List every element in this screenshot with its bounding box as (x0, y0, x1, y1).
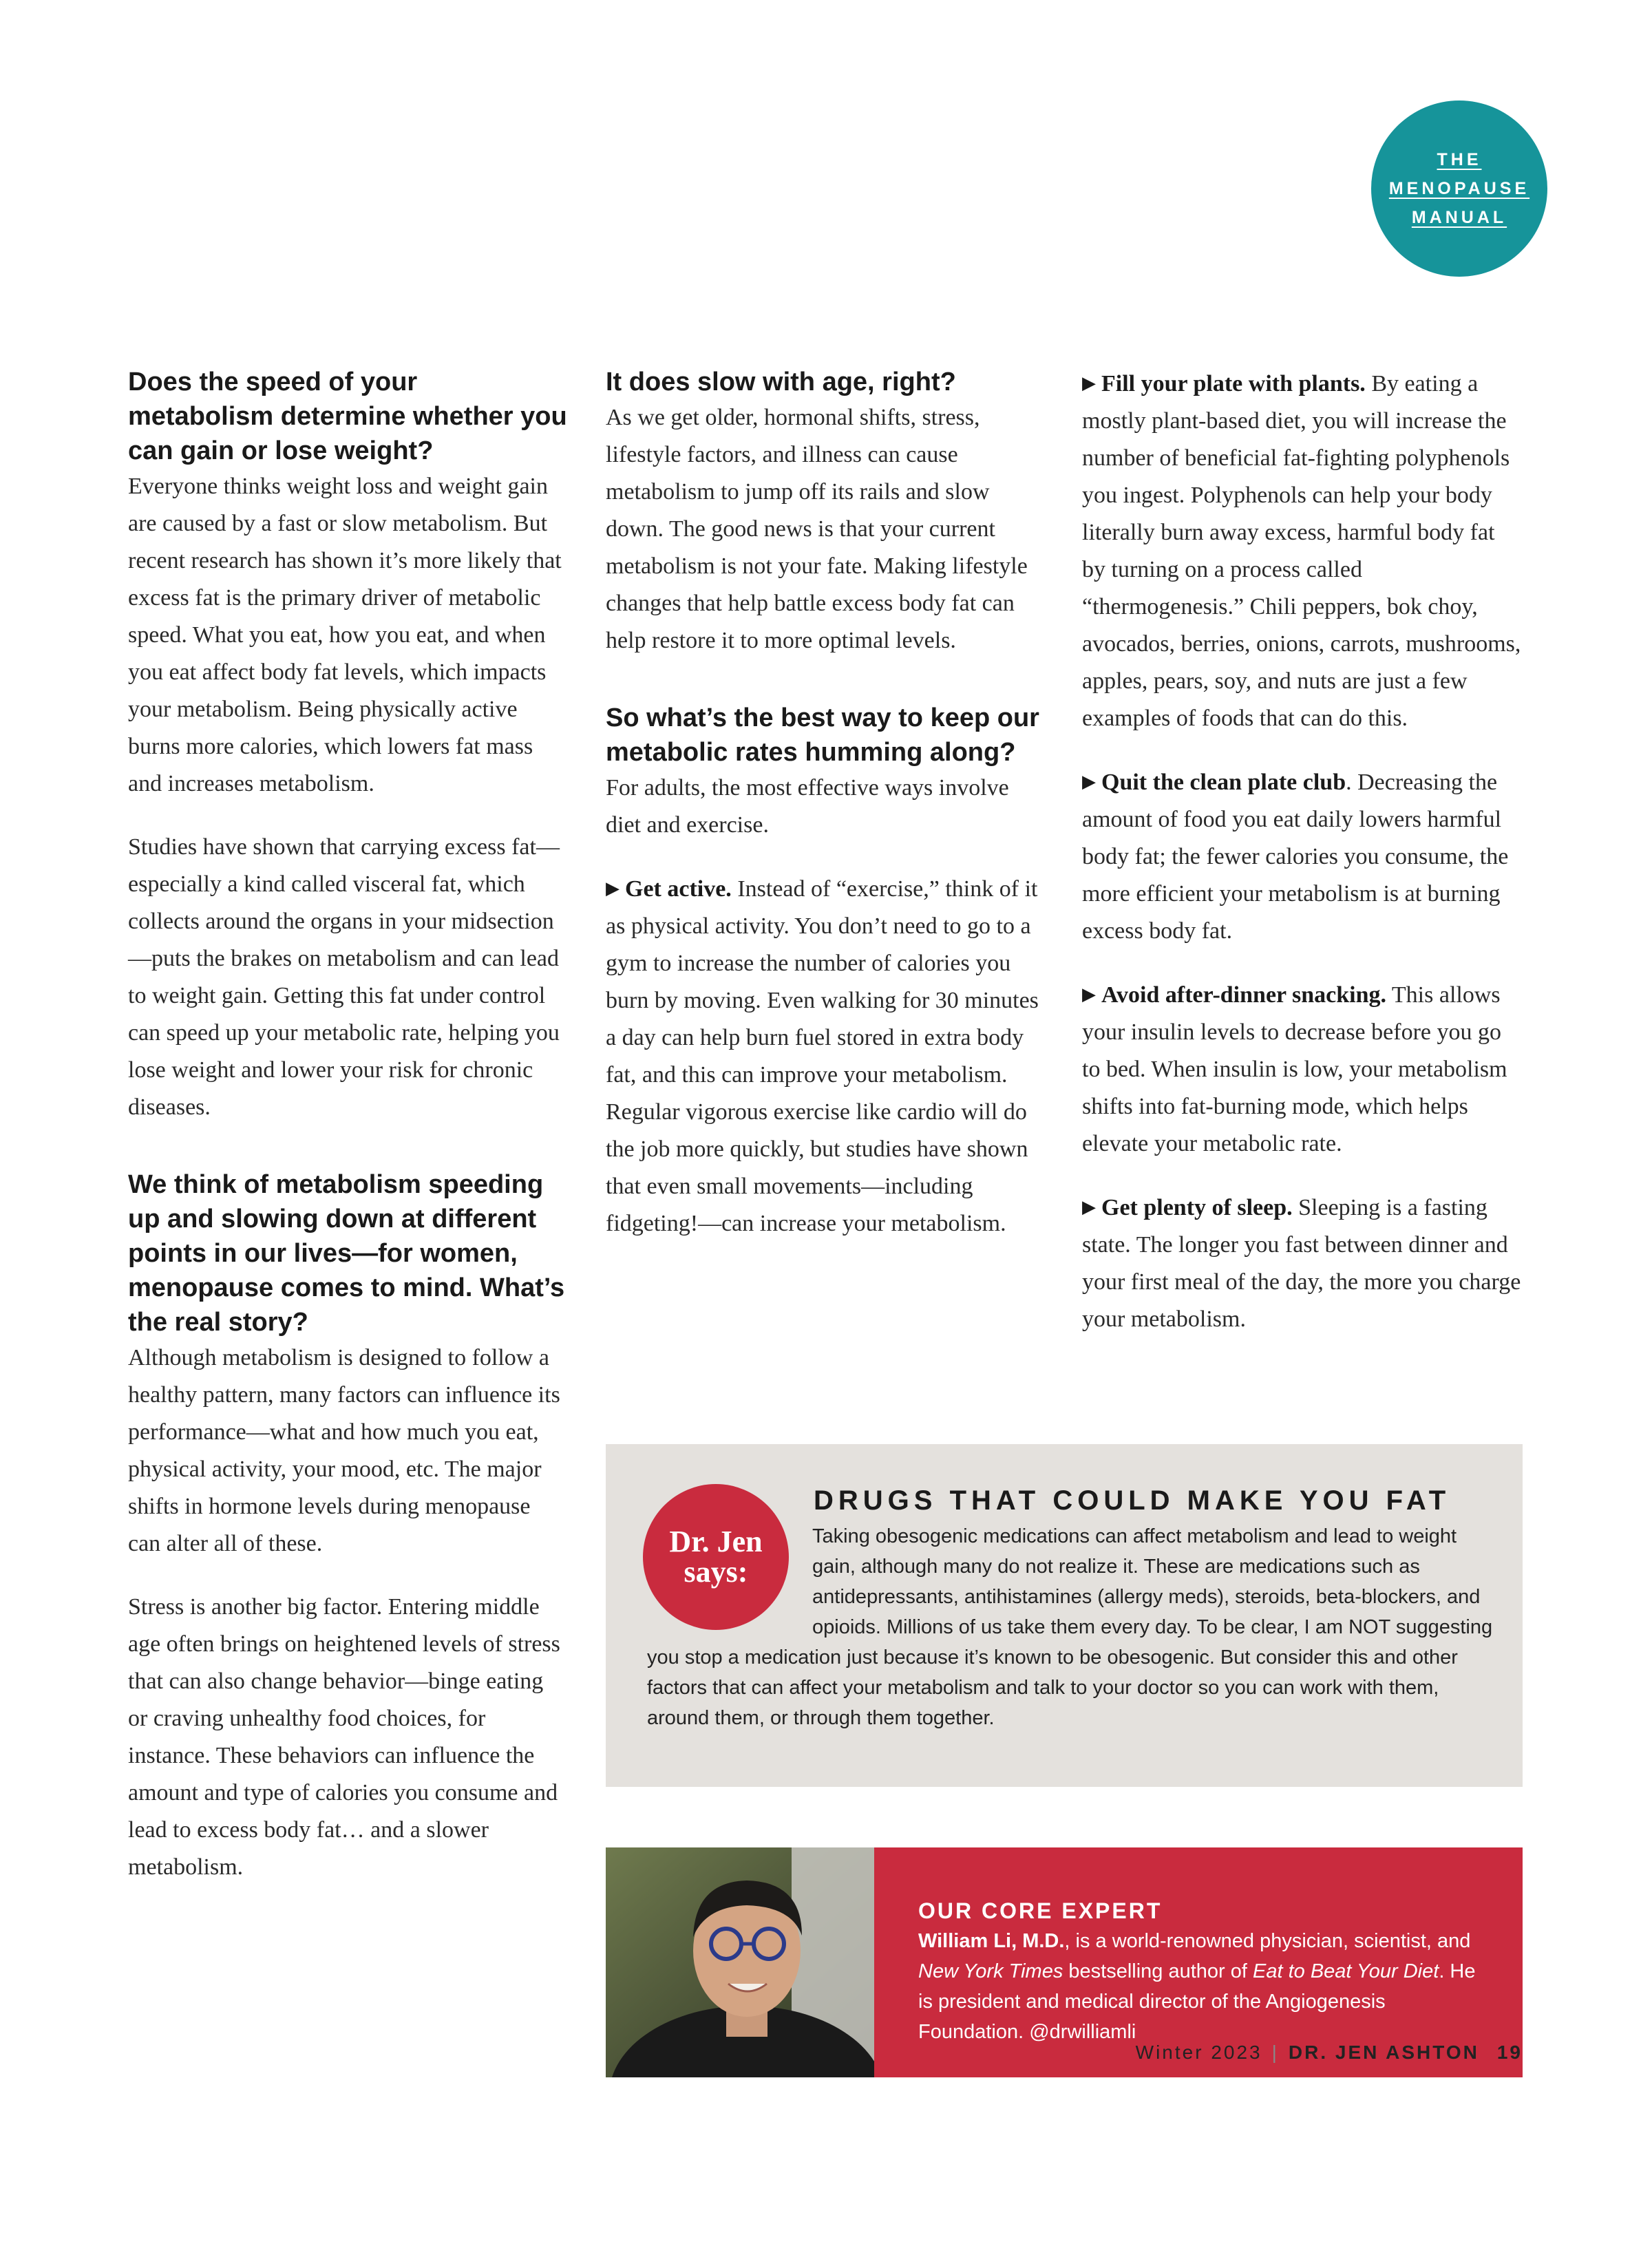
badge-line-3: MANUAL (1411, 208, 1507, 227)
answer-paragraph: As we get older, hormonal shifts, stress, lifestyle factors, and illness can cause metabolism to jump off its rails and slow down. The good news is that your current metabolism is not your fate. Making lifestyle changes that help battle excess body fat can help restore it to more optimal levels. (606, 405, 1028, 653)
expert-portrait-image (606, 1847, 874, 2077)
answer-paragraph: Stress is another big factor. Entering middle age often brings on heightened levels of stress that can also change behavior—binge eating or craving unhealthy food choices, for instance. These behaviors can influence the amount and type of calories you consume and lead to excess body fat… and a slower metabolism. (128, 1594, 560, 1880)
book-title: Eat to Beat Your Diet (1253, 1960, 1439, 1982)
footer-separator: | (1271, 2042, 1279, 2063)
menopause-manual-badge (1371, 100, 1547, 277)
article-column-1 (128, 365, 569, 1886)
tip-clean-plate (1082, 763, 1523, 950)
triangle-right-icon: ▶ (1082, 373, 1096, 393)
publication-name: New York Times (918, 1960, 1063, 1982)
tip-title: Fill your plate with plants. (1101, 371, 1366, 396)
page-footer (1136, 2042, 1523, 2064)
badge-line-2: says: (684, 1555, 748, 1589)
badge-line-2: MENOPAUSE (1388, 179, 1530, 198)
sidebar-title: DRUGS THAT COULD MAKE YOU FAT (814, 1485, 1451, 1516)
tip-title: Quit the clean plate club (1101, 770, 1346, 795)
tip-body: By eating a mostly plant-based diet, you will increase the number of beneficial fat-fighting polyphenols you ingest. Polyphenols can help your body literally burn away excess, harmful body fat by turning on a process called “thermogenesis.” Chili peppers, bok choy, avocados, berries, onions, carrots, mushrooms, apples, pears, soy, and nuts are just a few examples of foods that can do this. (1082, 371, 1521, 731)
triangle-right-icon: ▶ (1082, 984, 1096, 1004)
expert-label: OUR CORE EXPERT (918, 1898, 1163, 1923)
tip-fill-plate (1082, 365, 1523, 737)
article-column-2 (606, 365, 1039, 1242)
badge-line-1: Dr. Jen (669, 1525, 763, 1558)
answer-paragraph: Studies have shown that carrying excess fat—especially a kind called visceral fat, which collects around the organs in your midsection—puts the brakes on metabolism and can lead to weight gain. Getting this fat under control can speed up your metabolic rate, helping you lose weight and lower your risk for chronic diseases. (128, 834, 560, 1120)
tip-get-active (606, 870, 1039, 1242)
question-heading: Does the speed of your metabolism determine whether you can gain or lose weight? (128, 368, 567, 465)
expert-name: William Li, M.D. (918, 1930, 1065, 1952)
dr-jen-says-box (606, 1444, 1523, 1787)
tip-body: Sleeping is a fasting state. The longer you fast between dinner and your first meal of the day, the more you charge your metabolism. (1082, 1195, 1521, 1332)
expert-bio-part: bestselling author of (1063, 1960, 1253, 1982)
expert-bio-part: . He is president and medical director of the Angiogenesis Foundation. @drwilliamli (918, 1960, 1476, 2043)
badge-line-1: THE (1437, 150, 1482, 169)
tip-after-dinner (1082, 976, 1523, 1163)
article-column-3 (1082, 365, 1523, 1338)
magazine-brand: DR. JEN ASHTON (1288, 2042, 1479, 2063)
expert-photo (606, 1847, 874, 2077)
answer-paragraph: Although metabolism is designed to follow a healthy pattern, many factors can influence its performance—what and how much you eat, physical activity, your mood, etc. The major shifts in hormone levels during menopause can alter all of these. (128, 1345, 560, 1556)
tip-title: Get active. (625, 876, 732, 902)
expert-bio (918, 1896, 1483, 2047)
expert-bio-part: , is a world-renowned physician, scientist, and (1064, 1930, 1471, 1952)
tip-title: Avoid after-dinner snacking. (1101, 982, 1387, 1008)
tip-sleep (1082, 1189, 1523, 1338)
answer-paragraph: For adults, the most effective ways involve diet and exercise. (606, 775, 1009, 838)
sidebar-body-text: Taking obesogenic medications can affect metabolism and lead to weight gain, although many do not realize it. These are medications such as antidepressants, antihistamines (allergy meds), steroids, beta-blockers, and opioids. Millions of us take them every day. To be clear, I am NOT suggesting you stop a medication just because it’s known to be obesogenic. But consider this and other factors that can affect your metabolism and talk to your doctor so you can work with them, around them, or through them together. (647, 1525, 1493, 1729)
page-number: 19 (1496, 2042, 1523, 2063)
tip-body: . Decreasing the amount of food you eat daily lowers harmful body fat; the fewer calories you consume, the more efficient your metabolism is at burning excess body fat. (1082, 770, 1509, 944)
question-heading: We think of metabolism speeding up and slowing down at different points in our lives—for women, menopause comes to mind. What’s the real story? (128, 1170, 565, 1337)
tip-title: Get plenty of sleep. (1101, 1195, 1293, 1220)
expert-bio-text (918, 1926, 1483, 2047)
question-heading: It does slow with age, right? (606, 368, 956, 396)
answer-paragraph: Everyone thinks weight loss and weight gain are caused by a fast or slow metabolism. But recent research has shown it’s more likely that excess fat is the primary driver of metabolic speed. What you eat, how you eat, and when you eat affect body fat levels, which impacts your metabolism. Being physically active burns more calories, which lowers fat mass and increases metabolism. (128, 474, 562, 796)
tip-body: This allows your insulin levels to decrease before you go to bed. When insulin is low, your metabolism shifts into fat-burning mode, which helps elevate your metabolic rate. (1082, 982, 1507, 1156)
tip-body: Instead of “exercise,” think of it as physical activity. You don’t need to go to a gym to increase the number of calories you burn by moving. Even walking for 30 minutes a day can help burn fuel stored in extra body fat, and this can improve your metabolism. Regular vigorous exercise like cardio will do the job more quickly, but studies have shown that even small movements—including fidgeting!—can increase your metabolism. (606, 876, 1039, 1236)
triangle-right-icon: ▶ (1082, 772, 1096, 792)
triangle-right-icon: ▶ (606, 878, 620, 898)
question-heading: So what’s the best way to keep our metabolic rates humming along? (606, 703, 1039, 767)
sidebar-body (647, 1521, 1501, 1733)
issue-date: Winter 2023 (1135, 2042, 1262, 2063)
triangle-right-icon: ▶ (1082, 1197, 1096, 1217)
